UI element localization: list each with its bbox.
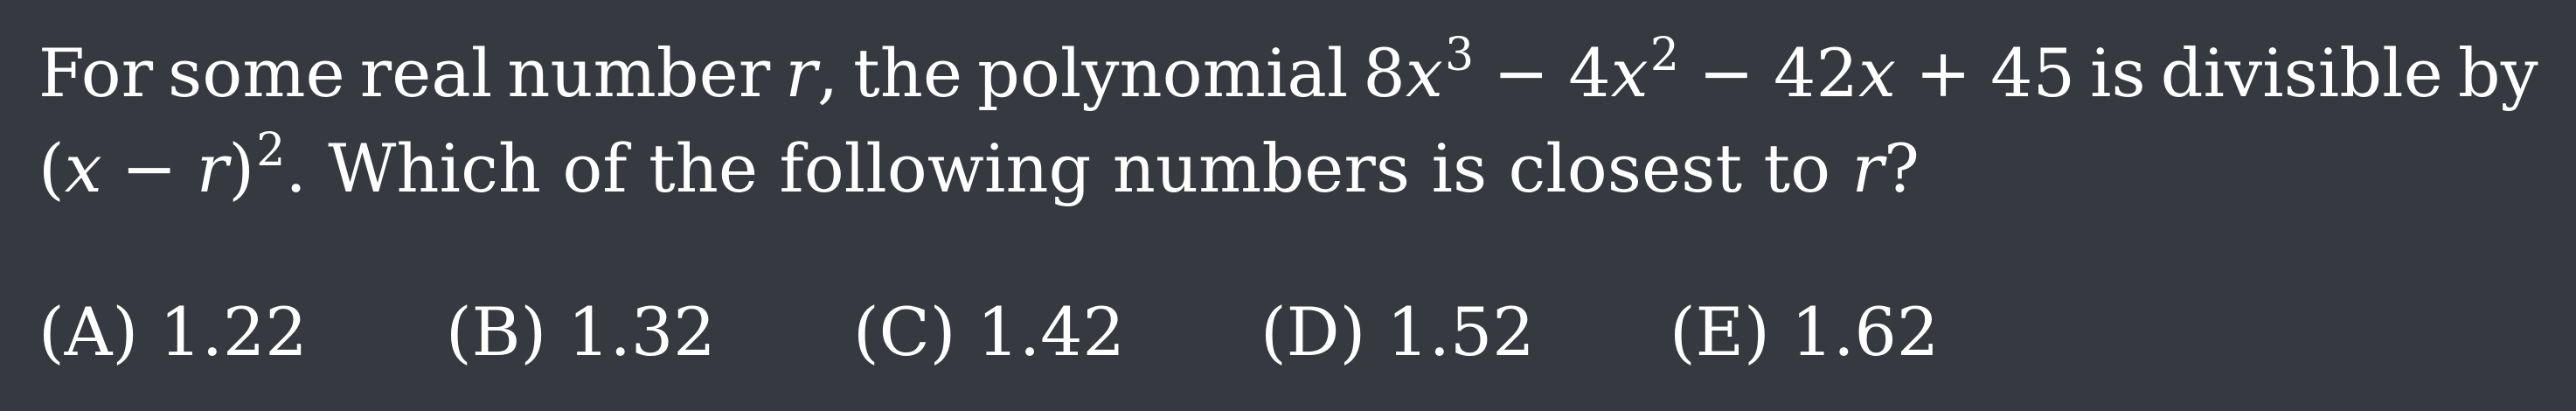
choice-d[interactable] (1260, 289, 1535, 376)
choice-label: (B) (446, 293, 547, 371)
word: polynomial (977, 34, 1349, 112)
minus-operator: − (121, 129, 177, 207)
comma: , (816, 34, 839, 112)
choice-value: 1.62 (1790, 293, 1940, 371)
exponent: 3 (1445, 29, 1475, 81)
question-line-2 (38, 125, 2538, 220)
choice-value: 1.42 (976, 293, 1125, 371)
constant: 45 (1990, 34, 2076, 112)
word: the (853, 34, 963, 112)
choice-b[interactable] (446, 289, 716, 376)
variable-r: r (785, 34, 817, 112)
minus-operator: − (1698, 34, 1755, 112)
minus-operator: − (1493, 34, 1550, 112)
word: number (507, 34, 771, 112)
choice-a[interactable] (38, 289, 308, 376)
variable-x: x (1610, 34, 1649, 112)
choice-value: 1.22 (159, 293, 308, 371)
choice-value: 1.52 (1386, 293, 1535, 371)
choice-value: 1.32 (567, 293, 716, 371)
variable-x: x (1858, 34, 1897, 112)
choice-e[interactable] (1670, 289, 1939, 376)
period: . (285, 129, 307, 207)
choice-label: (A) (38, 293, 139, 371)
left-paren: ( (38, 129, 65, 207)
question-text (38, 30, 2538, 220)
exponent: 2 (1649, 29, 1680, 81)
plus-operator: + (1915, 34, 1972, 112)
variable-r: r (1851, 129, 1885, 207)
word: by (2457, 34, 2538, 112)
variable-x: x (64, 129, 102, 207)
word: divisible (2160, 34, 2443, 112)
choice-label: (D) (1260, 293, 1366, 371)
choice-label: (C) (853, 293, 956, 371)
word: For (38, 34, 154, 112)
choice-label: (E) (1670, 293, 1770, 371)
question-line-1 (38, 30, 2538, 125)
word: some (168, 34, 345, 112)
variable-r: r (196, 129, 229, 207)
word: is (2090, 34, 2146, 112)
polynomial-expression (1363, 30, 2075, 125)
coefficient: 42 (1774, 34, 1859, 112)
right-paren: ) (228, 129, 255, 207)
word: real (359, 34, 493, 112)
coefficient: 8 (1363, 34, 1406, 112)
variable-r-group (785, 30, 838, 125)
question-sentence: Which of the following numbers is closest to (328, 129, 1831, 207)
variable-x: x (1405, 34, 1444, 112)
choice-c[interactable] (853, 289, 1125, 376)
coefficient: 4 (1568, 34, 1611, 112)
question-mark: ? (1884, 129, 1920, 207)
exponent: 2 (256, 124, 286, 177)
